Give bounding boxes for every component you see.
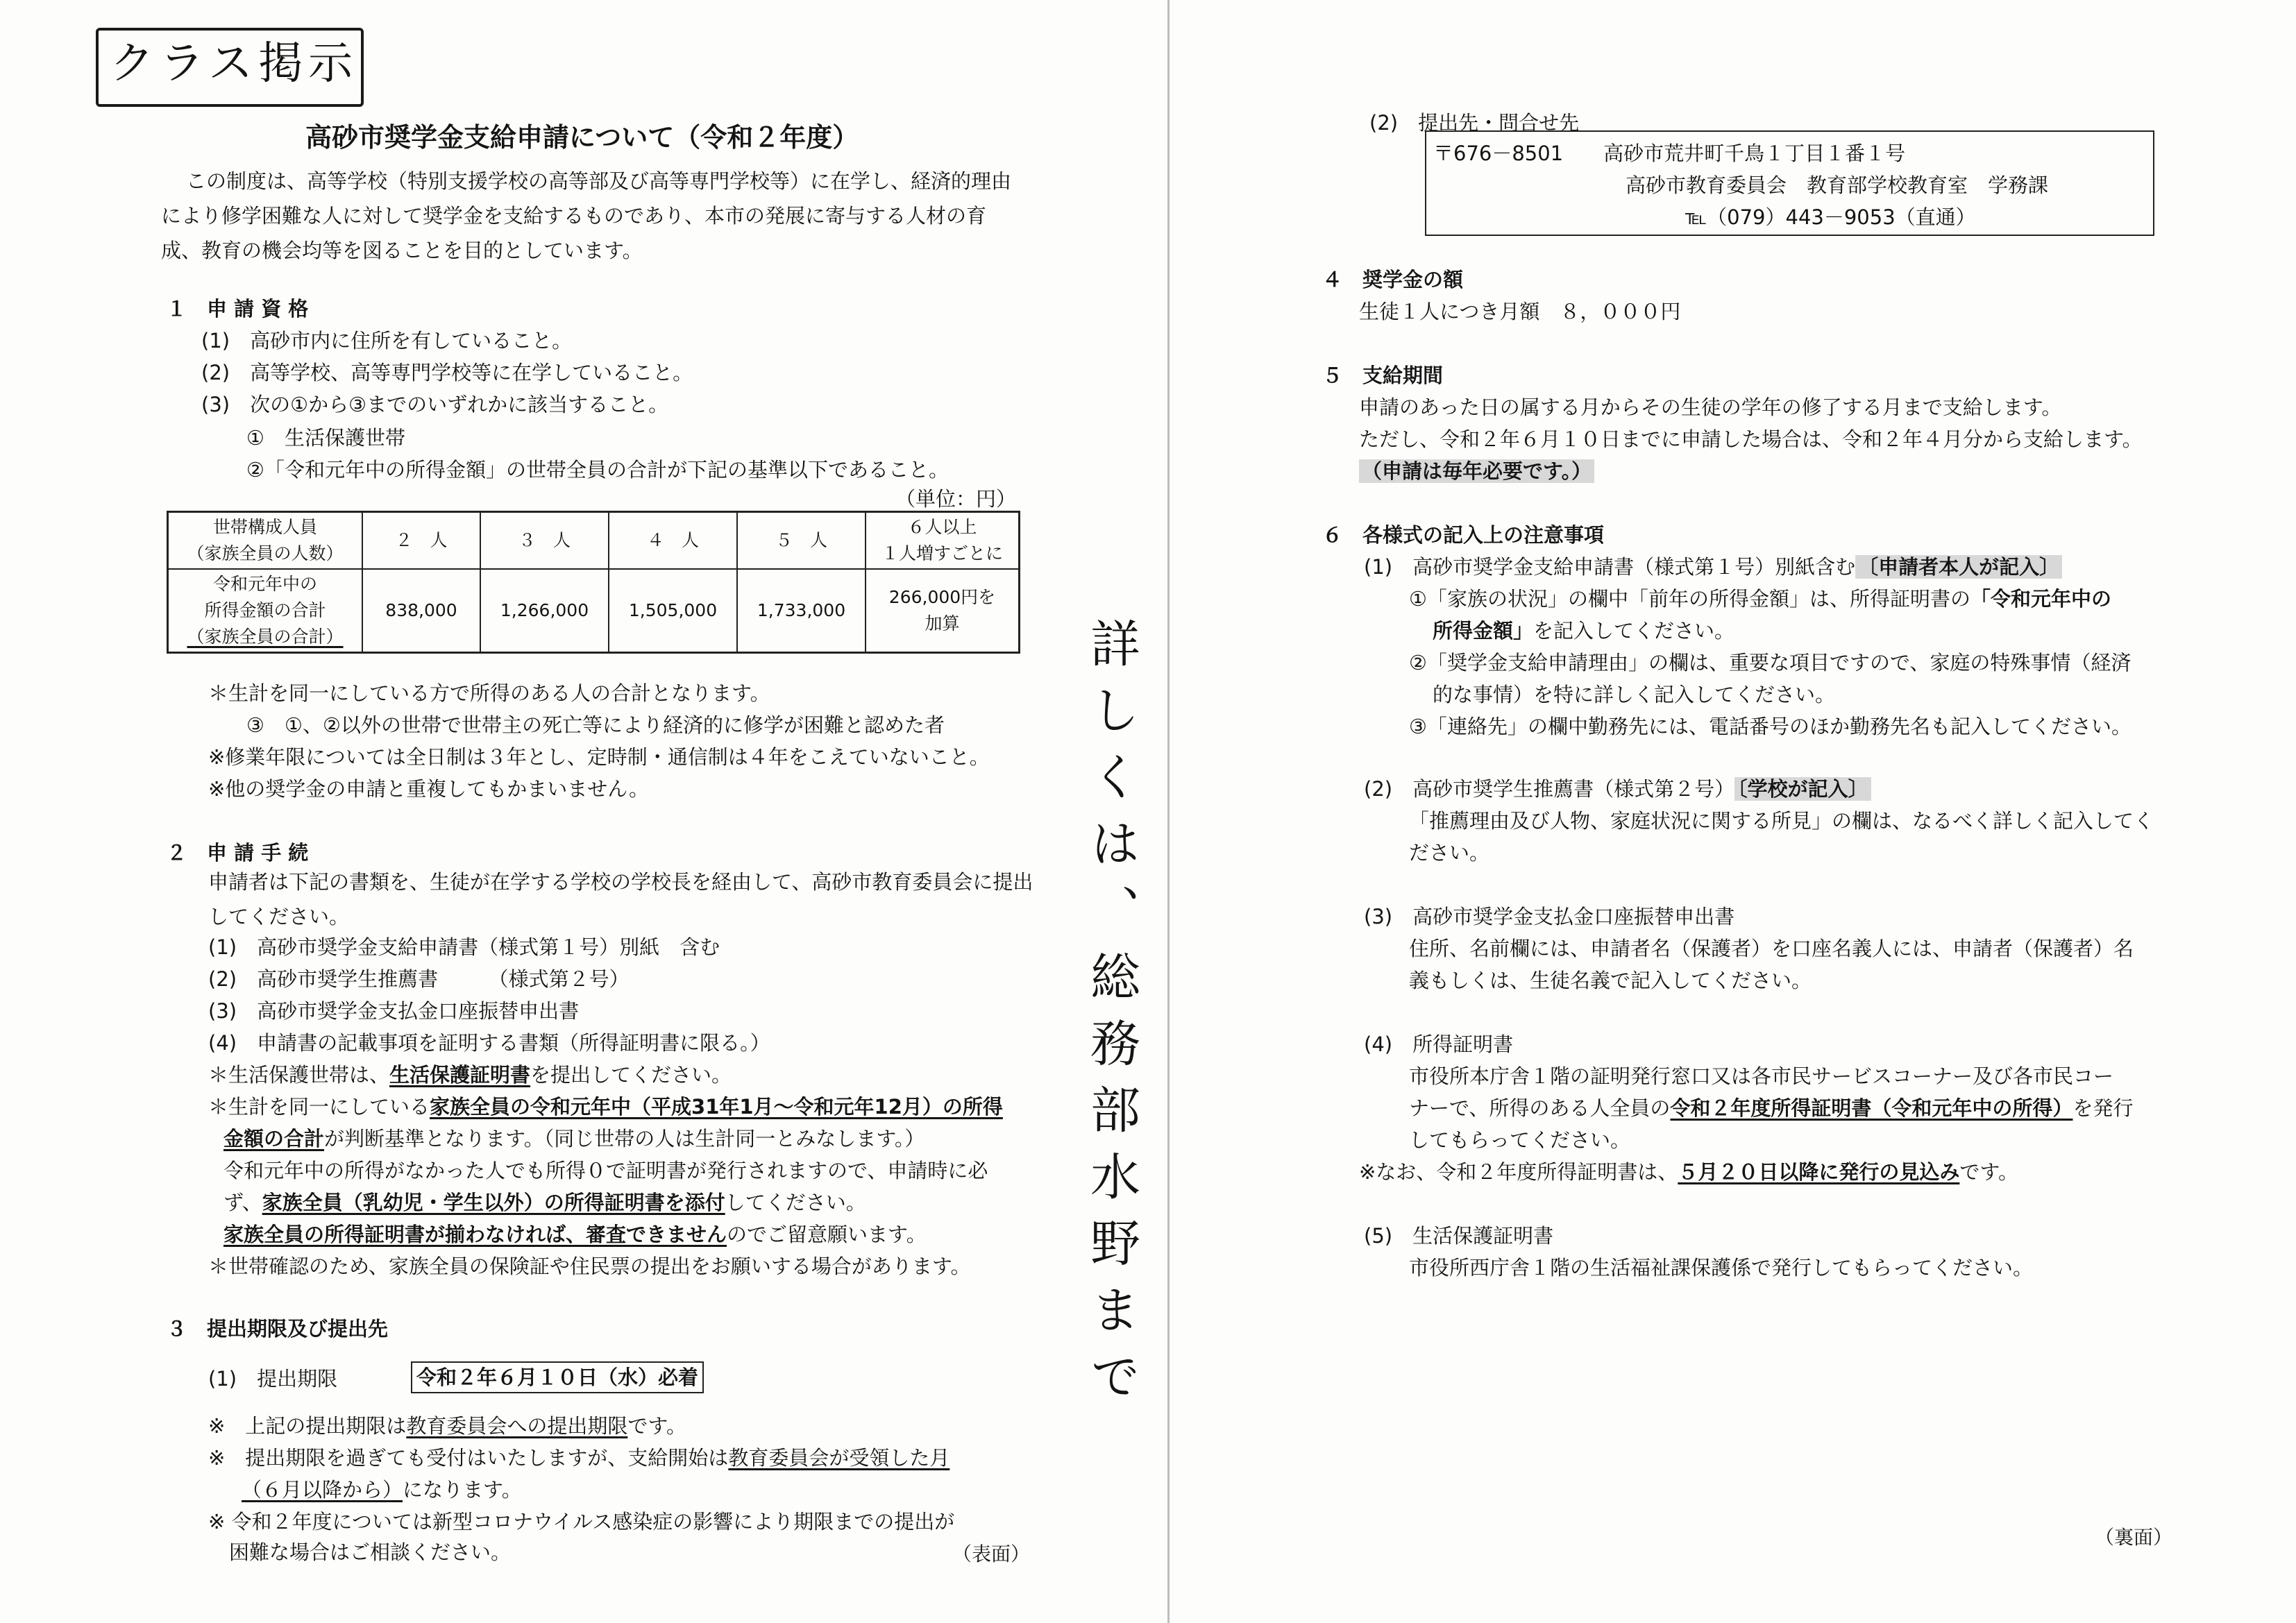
text: してください。 [725, 1191, 866, 1214]
s3-note-1 [208, 1411, 686, 1441]
s4-body: 生徒１人につき月額 ８，０００円 [1359, 300, 1681, 323]
section-6-heading: ６ 各様式の記入上の注意事項 [1322, 523, 1605, 547]
table-header-cell: ５ 人 [737, 512, 866, 570]
s2-note-2 [208, 1092, 1003, 1121]
emphasis: 「令和元年中の [1970, 587, 2112, 611]
page-title: 高砂市奨学金支給申請について（令和２年度） [305, 122, 859, 153]
s6-item-2-body-cont: ださい。 [1409, 841, 1490, 865]
highlight: 〔申請者本人が記入〕 [1855, 555, 2062, 579]
s6-item-3: (3) 高砂市奨学金支払金口座振替申出書 [1364, 905, 1735, 928]
table-row-label [168, 569, 363, 653]
unit-label: （単位：円） [895, 487, 1017, 511]
table-header-cell: ２ 人 [362, 512, 480, 570]
s6-item-4-body-3: してもらってください。 [1409, 1128, 1631, 1152]
emphasis: 家族全員の所得証明書が揃わなければ、審査できません [223, 1223, 727, 1246]
emphasis: 令和２年度所得証明書（令和元年中の所得） [1670, 1096, 2073, 1120]
s6-item-5-body: 市役所西庁舎１階の生活福祉課保護係で発行してもらってください。 [1409, 1256, 2034, 1280]
s2-note-3: 令和元年中の所得がなかった人でも所得０で証明書が発行されますので、申請時に必 [223, 1159, 988, 1182]
highlight: （申請は毎年必要です。） [1359, 459, 1594, 483]
s1-note-1: ＊生計を同一にしている方で所得のある人の合計となります。 [208, 681, 770, 705]
s6-item-1-2: ②「奨学金支給申請理由」の欄は、重要な項目ですので、家庭の特殊事情（経済 [1409, 651, 2132, 674]
s1-item-1: (1) 高砂市内に住所を有していること。 [201, 329, 573, 352]
deadline-value: 令和２年６月１０日（水）必着 [411, 1361, 704, 1393]
table-header-cell: ４ 人 [609, 512, 737, 570]
s5-line-2: ただし、令和２年６月１０日までに申請した場合は、令和２年４月分から支給します。 [1359, 427, 2143, 451]
table-cell: 838,000 [362, 569, 480, 653]
section-5-heading: ５ 支給期間 [1322, 364, 1444, 387]
s6-item-4: (4) 所得証明書 [1364, 1033, 1514, 1056]
text: です。 [627, 1414, 687, 1438]
handwritten-side-note: 詳しくは、総務部水野まで [1082, 618, 1140, 1417]
table-header-cell [168, 512, 363, 570]
deadline-label: (1) 提出期限 [208, 1367, 338, 1391]
s2-item-4: (4) 申請書の記載事項を証明する書類（所得証明書に限る。） [208, 1031, 770, 1055]
table-row [168, 512, 1020, 570]
section-4-heading: ４ 奨学金の額 [1322, 268, 1464, 291]
table-cell: 1,733,000 [737, 569, 866, 653]
table-header-cell: ３ 人 [480, 512, 609, 570]
text: のでご留意願います。 [727, 1223, 927, 1246]
emphasis: ５月２０日以降に発行の見込み [1678, 1160, 1960, 1184]
emphasis: 家族全員の令和元年中（平成31年1月～令和元年12月）の所得 [430, 1095, 1003, 1119]
s3-note-3-cont: 困難な場合はご相談ください。 [229, 1540, 512, 1564]
table-cell [866, 569, 1020, 653]
s5-line-1: 申請のあった日の属する月からその生徒の学年の修了する月まで支給します。 [1359, 396, 2062, 419]
s1-note-2: ※修業年限については全日制は３年とし、定時制・通信制は４年をこえていないこと。 [208, 745, 990, 769]
text: を発行 [2073, 1096, 2134, 1120]
s6-item-1-1-cont [1433, 616, 1734, 645]
s2-note-3-cont [223, 1188, 866, 1217]
s6-item-1-1 [1409, 584, 2111, 613]
s2-note-2-cont [223, 1124, 925, 1153]
s2-intro: 申請者は下記の書類を、生徒が在学する学校の学校長を経由して、高砂市教育委員会に提出してください。 [208, 870, 1033, 928]
s2-note-1 [208, 1060, 732, 1089]
table-label-line: 令和元年中の [212, 574, 317, 594]
emphasis: 教育委員会が受領した月 [728, 1446, 950, 1470]
contact-line-1: 〒676－8501 高砂市荒井町千鳥１丁目１番１号 [1433, 142, 1906, 165]
table-header-cell [866, 512, 1020, 570]
s6-item-3-body-cont: 義もしくは、生徒名義で記入してください。 [1409, 969, 1812, 992]
table-header-line: １人増すごとに [881, 543, 1003, 563]
s3-note-3: ※ 令和２年度については新型コロナウイルス感染症の影響により期限までの提出が [208, 1510, 955, 1533]
text: ①「家族の状況」の欄中「前年の所得金額」は、所得証明書の [1409, 587, 1970, 611]
s2-item-3: (3) 高砂市奨学金支払金口座振替申出書 [208, 999, 580, 1023]
table-row [168, 569, 1020, 653]
section-3-heading: ３ 提出期限及び提出先 [167, 1317, 389, 1341]
text: になります。 [403, 1478, 522, 1502]
s2-note-4 [223, 1220, 927, 1249]
table-cell: 1,266,000 [480, 569, 609, 653]
s1-sub-2: ②「令和元年中の所得金額」の世帯全員の合計が下記の基準以下であること。 [246, 458, 949, 482]
contact-line-2: 高砂市教育委員会 教育部学校教育室 学務課 [1626, 173, 2049, 197]
text: ず、 [223, 1191, 262, 1214]
emphasis: 教育委員会への提出期限 [406, 1414, 628, 1438]
s6-item-4-body: 市役所本庁舎１階の証明発行窓口又は各市民サービスコーナー及び各市民コー [1409, 1064, 2114, 1088]
s6-item-1 [1364, 552, 2062, 581]
highlight: 〔学校が記入〕 [1734, 777, 1871, 801]
text: (2) 高砂市奨学生推薦書（様式第２号） [1364, 777, 1735, 801]
emphasis: （６月以降から） [242, 1478, 403, 1502]
table-label-line: 所得金額の合計 [204, 600, 326, 620]
text: ＊生活保護世帯は、 [208, 1063, 390, 1087]
text: ＊生計を同一にしている [208, 1095, 430, 1119]
emphasis: 金額の合計 [223, 1127, 325, 1150]
text: が判断基準となります。（同じ世帯の人は生計同一とみなします。） [324, 1127, 925, 1150]
s2-note-5: ＊世帯確認のため、家族全員の保険証や住民票の提出をお願いする場合があります。 [208, 1255, 971, 1278]
table-cell-line: 266,000円を [888, 587, 996, 607]
emphasis: 生活保護証明書 [389, 1063, 531, 1087]
text: を提出してください。 [530, 1063, 732, 1087]
table-header-line: （家族全員の人数） [187, 543, 344, 563]
s1-item-3: (3) 次の①から③までのいずれかに該当すること。 [201, 393, 669, 416]
text: ※なお、令和２年度所得証明書は、 [1359, 1160, 1678, 1184]
s3-note-2 [208, 1443, 949, 1472]
s6-item-3-body: 住所、名前欄には、申請者名（保護者）を口座名義人には、申請者（保護者）名 [1409, 937, 2134, 960]
s1-sub-3: ③ ①、②以外の世帯で世帯主の死亡等により経済的に修学が困難と認めた者 [246, 713, 945, 737]
table-cell-line: 加算 [925, 613, 960, 634]
contact-heading: (2) 提出先・問合せ先 [1369, 111, 1580, 135]
s6-item-4-note [1359, 1157, 2018, 1187]
s6-item-2-body: 「推薦理由及び人物、家庭状況に関する所見」の欄は、なるべく詳しく記入してく [1409, 809, 2154, 833]
emphasis: 所得金額」 [1433, 619, 1534, 643]
s6-item-1-2-cont: 的な事情）を特に詳しく記入してください。 [1433, 683, 1836, 706]
section-2-heading: ２ 申 請 手 続 [167, 841, 309, 865]
text: ※ 上記の提出期限は [208, 1414, 407, 1438]
table-label-line: （家族全員の合計） [187, 627, 344, 647]
text: (1) 高砂市奨学金支給申請書（様式第１号）別紙含む [1364, 555, 1856, 579]
s1-note-3: ※他の奨学金の申請と重複してもかまいません。 [208, 777, 650, 801]
s1-item-2: (2) 高等学校、高等専門学校等に在学していること。 [201, 361, 693, 384]
class-notice-stamp: クラス掲示 [110, 38, 359, 90]
text: ナーで、所得のある人全員の [1409, 1096, 1671, 1120]
s1-sub-1: ① 生活保護世帯 [246, 426, 405, 450]
s3-note-2-cont [242, 1475, 522, 1504]
s6-item-5: (5) 生活保護証明書 [1364, 1224, 1554, 1248]
s6-item-2 [1364, 774, 1871, 804]
contact-phone: ℡（079）443－9053（直通） [1685, 205, 1976, 229]
s2-item-2: (2) 高砂市奨学生推薦書 （様式第２号） [208, 967, 630, 991]
table-header-line: 世帯構成人員 [212, 517, 317, 537]
s5-note [1359, 457, 1594, 486]
s6-item-4-body-2 [1409, 1094, 2133, 1123]
emphasis: 家族全員（乳幼児・学生以外）の所得証明書を添付 [262, 1191, 725, 1214]
front-side-label: （表面） [952, 1543, 1031, 1565]
s2-item-1: (1) 高砂市奨学金支給申請書（様式第１号）別紙 含む [208, 935, 720, 959]
income-threshold-table [167, 511, 1020, 654]
text: を記入してください。 [1533, 619, 1735, 643]
intro-paragraph: この制度は、高等学校（特別支援学校の高等部及び高等専門学校等）に在学し、経済的理由により修学困難な人に対して奨学金を支給するものであり、本市の発展に寄与する人材の育成、教育の機会均等を図ることを目的としています。 [161, 169, 1012, 262]
s6-item-1-3: ③「連絡先」の欄中勤務先には、電話番号のほか勤務先名も記入してください。 [1409, 715, 2132, 738]
back-side-label: （裏面） [2095, 1526, 2173, 1549]
text: です。 [1959, 1160, 2019, 1184]
section-1-heading: １ 申 請 資 格 [167, 297, 309, 321]
table-header-line: ６人以上 [907, 517, 977, 537]
table-cell: 1,505,000 [609, 569, 737, 653]
text: ※ 提出期限を過ぎても受付はいたしますが、支給開始は [208, 1446, 729, 1470]
